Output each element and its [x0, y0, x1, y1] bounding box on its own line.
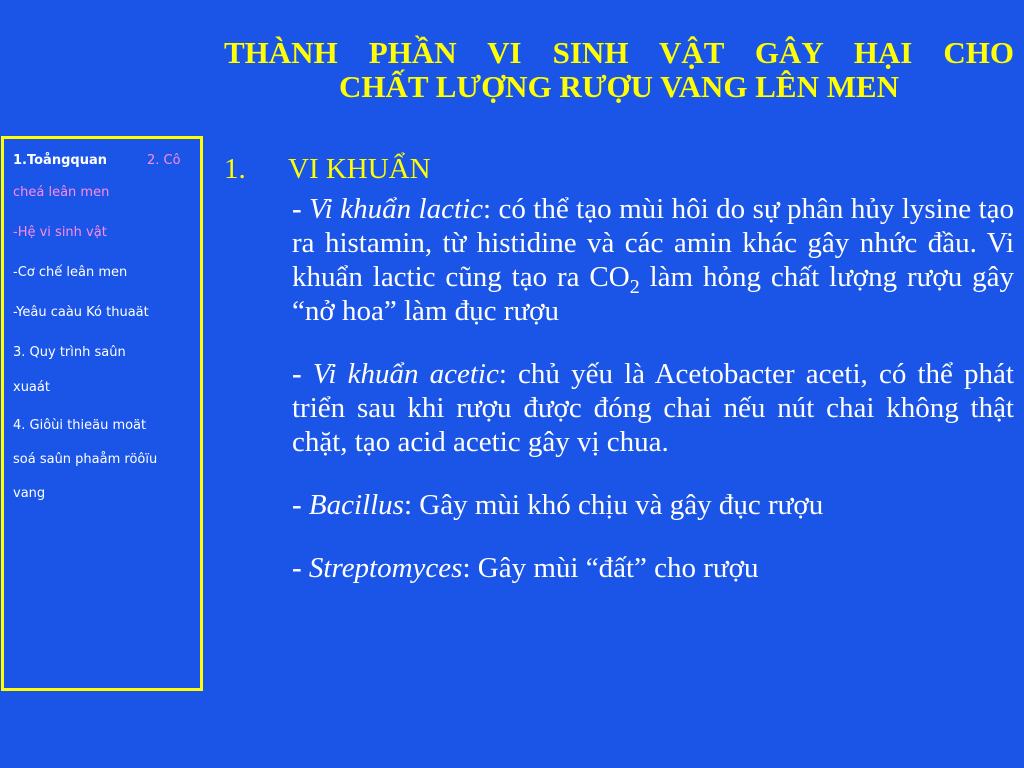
title-line-2: CHẤT LƯỢNG RƯỢU VANG LÊN MEN — [338, 69, 900, 104]
bullet-dash: - — [292, 552, 309, 584]
paragraph-text: có thể tạo mùi hôi do sự phân hủy lysine tạo ra histamin, từ histidine và các amin khác gây nhức đầu. Vi khuẩn lactic cũng tạo ra CO — [292, 193, 1015, 293]
nav-dash: - — [13, 225, 18, 240]
nav-microbe-label: Hệ vi sinh vật — [17, 225, 107, 240]
nav-link-products-end[interactable]: vang — [13, 486, 46, 501]
slide-content — [224, 152, 1014, 593]
paragraph-acetic — [292, 357, 1014, 459]
section-title: VI KHUẨN — [288, 153, 431, 185]
nav-link-mechanism-cont[interactable]: cheá leân men — [13, 185, 110, 200]
nav-link-mechanism[interactable]: 2. Cô — [147, 153, 181, 168]
nav-link-products[interactable]: 4. Giôùi thieäu moät — [13, 418, 147, 433]
subscript-2: 2 — [629, 275, 640, 298]
paragraph-text: Gây mùi khó chịu và gây đục rượu — [412, 489, 824, 521]
navigation-panel — [1, 136, 203, 691]
slide-title — [224, 36, 1014, 104]
paragraph-text-cont: làm hỏng chất lượng rượu gây “nở hoa” làm đục rượu — [292, 261, 1014, 327]
paragraph-text: chủ yếu là Acetobacter aceti, có thể phát triển sau khi rượu được đóng chai nếu nút chai không thật chặt, tạo acid acetic gây vị chua. — [292, 358, 1014, 458]
paragraph-bacillus — [292, 488, 1014, 522]
section-heading — [224, 152, 1014, 186]
nav-link-requirements[interactable] — [13, 305, 149, 320]
nav-requirement-label: Yeâu caàu Kó thuaät — [16, 305, 149, 320]
bullet-dash: - — [292, 358, 313, 390]
nav-link-process[interactable]: 3. Quy trình saûn — [13, 345, 126, 360]
paragraph-text: Gây mùi “đất” cho rượu — [470, 552, 759, 584]
nav-dash: - — [13, 265, 18, 280]
nav-link-fermentation-mechanism[interactable] — [13, 265, 127, 280]
title-line-1: THÀNH PHẦN VI SINH VẬT GÂY HẠI CHO — [224, 35, 1014, 70]
nav-link-process-cont[interactable]: xuaát — [13, 380, 50, 395]
bullet-dash: - — [292, 489, 309, 521]
nav-dash: - — [13, 305, 17, 320]
nav-link-overview[interactable]: 1.Toångquan — [13, 153, 107, 168]
paragraph-streptomyces — [292, 551, 1014, 585]
term-bacillus: Bacillus — [308, 489, 404, 521]
nav-mechanism-label: Cơ chế leân men — [17, 265, 128, 280]
nav-link-microbe-system[interactable] — [13, 225, 107, 240]
term-colon: : — [482, 193, 492, 225]
nav-link-products-cont[interactable]: soá saûn phaåm röôïu — [13, 452, 158, 467]
paragraph-lactic — [292, 192, 1014, 328]
term-colon: : — [403, 489, 413, 521]
term-colon: : — [462, 552, 471, 584]
section-number: 1. — [224, 153, 246, 185]
term-streptomyces: Streptomyces — [308, 552, 463, 584]
term-acetic: Vi khuẩn acetic — [312, 358, 499, 390]
bullet-dash: - — [292, 193, 310, 225]
term-lactic: Vi khuẩn lactic — [309, 193, 483, 225]
term-colon: : — [498, 358, 507, 390]
